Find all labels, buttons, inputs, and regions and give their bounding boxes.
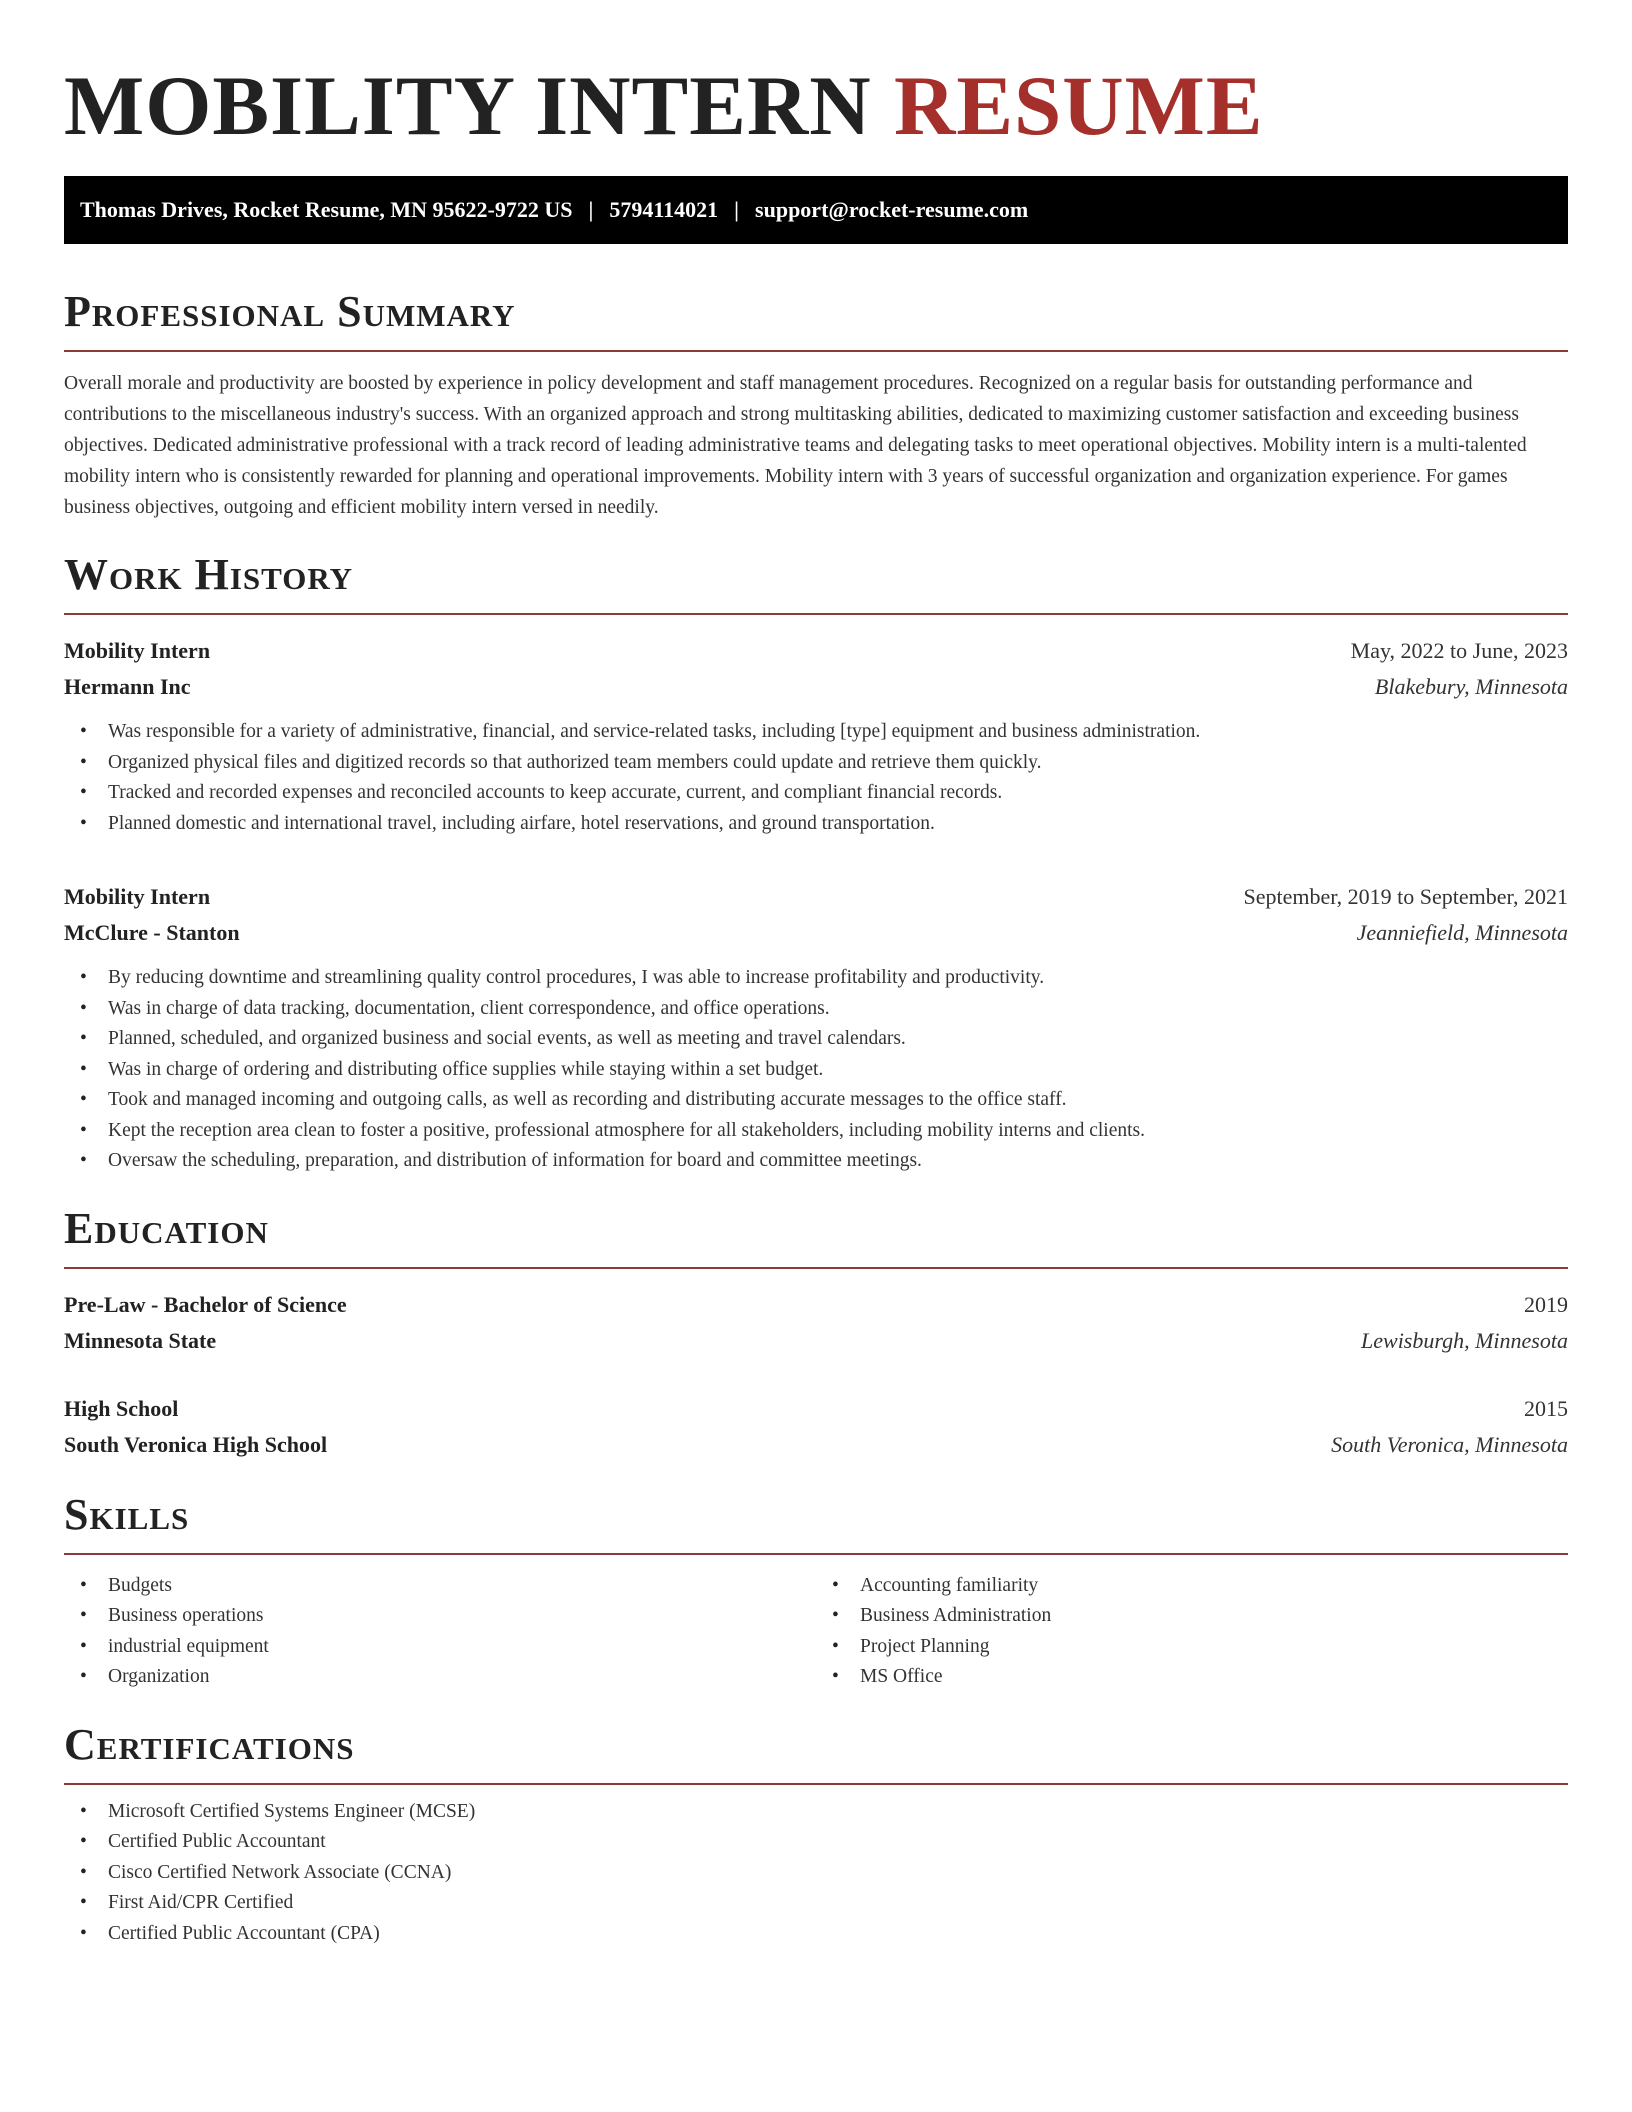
section-heading-certifications: Certifications [64,1719,355,1769]
certifications-section [64,1719,1568,1950]
list-item: • Was in charge of data tracking, documentation, client correspondence, and office operations. [64,994,1568,1025]
education-year: 2019 [1524,1291,1568,1317]
section-divider [64,1267,1568,1269]
list-item: • Organization [64,1662,816,1693]
list-item: • Business Administration [816,1601,1568,1632]
job-bullets [64,963,1568,1177]
contact-email: support@rocket-resume.com [755,197,1029,222]
contact-address: Thomas Drives, Rocket Resume, MN 95622-9722 US [80,197,573,222]
skills-section [64,1489,1568,1693]
list-item: • industrial equipment [64,1632,816,1663]
job-location: Blakebury, Minnesota [1374,674,1568,699]
skills-list [64,1571,816,1693]
education-degree: High School [64,1395,179,1421]
skills-column-left [64,1571,816,1693]
section-heading-skills: Skills [64,1489,190,1539]
education-school: South Veronica High School [64,1431,328,1457]
list-item: • First Aid/CPR Certified [64,1888,1568,1919]
skills-grid [64,1571,1568,1693]
list-item: • Was in charge of ordering and distributing office supplies while staying within a set budget. [64,1055,1568,1086]
job-header-row [64,633,1568,669]
list-item: • Certified Public Accountant (CPA) [64,1919,1568,1950]
list-item: • Cisco Certified Network Associate (CCNA) [64,1858,1568,1889]
job-company: McClure - Stanton [64,920,240,945]
education-year: 2015 [1524,1395,1568,1421]
section-divider [64,350,1568,352]
section-heading-summary: Professional Summary [64,287,516,336]
education-header-row [64,1391,1568,1427]
job-company-row [64,669,1568,705]
job-company-row [64,915,1568,951]
list-item: • Budgets [64,1571,816,1602]
list-item: • Was responsible for a variety of administrative, financial, and service-related tasks, including [type] equipment and business administration. [64,717,1568,748]
job-entry [64,633,1568,839]
list-item: • Certified Public Accountant [64,1827,1568,1858]
job-entry [64,879,1568,1177]
job-dates: September, 2019 to September, 2021 [1243,884,1568,909]
education-section [64,1203,1568,1463]
certifications-list [64,1797,1568,1950]
list-item: • Oversaw the scheduling, preparation, and distribution of information for board and committee meetings. [64,1146,1568,1177]
job-location: Jeanniefield, Minnesota [1356,920,1568,945]
section-heading-work-history: Work History [64,550,354,599]
education-school: Minnesota State [64,1327,217,1353]
skills-column-right [816,1571,1568,1693]
education-location: Lewisburgh, Minnesota [1361,1327,1568,1353]
list-item: • Project Planning [816,1632,1568,1663]
education-entry [64,1391,1568,1463]
list-item: • Tracked and recorded expenses and reconciled accounts to keep accurate, current, and compliant financial records. [64,778,1568,809]
resume-title [64,56,1568,156]
section-divider [64,1553,1568,1555]
list-item: • Organized physical files and digitized records so that authorized team members could update and retrieve them quickly. [64,748,1568,779]
work-history-section [64,549,1568,1177]
list-item: • Microsoft Certified Systems Engineer (MCSE) [64,1797,1568,1828]
section-divider [64,1783,1568,1785]
job-title: Mobility Intern [64,884,211,909]
list-item: • Accounting familiarity [816,1571,1568,1602]
summary-text: Overall morale and productivity are boosted by experience in policy development and staff management procedures. Recognized on a regular basis for outstanding performance and contributions to the miscellaneous industry's success. With an organized approach and strong multitasking abilities, dedicated to maximizing customer satisfaction and exceeding business objectives. Dedicated administrative professional with a track record of leading administrative teams and delegating tasks to meet operational objectives. Mobility intern is a multi-talented mobility intern who is consistently rewarded for planning and operational improvements. Mobility intern with 3 years of successful organization and organization experience. For games business objectives, outgoing and efficient mobility intern versed in needily. [64,373,1527,518]
education-header-row [64,1287,1568,1323]
summary-section [64,286,1568,523]
education-school-row [64,1427,1568,1463]
job-dates: May, 2022 to June, 2023 [1350,638,1568,663]
job-bullets [64,717,1568,839]
list-item: • Took and managed incoming and outgoing calls, as well as recording and distributing accurate messages to the office staff. [64,1085,1568,1116]
job-header-row [64,879,1568,915]
list-item: • Planned domestic and international travel, including airfare, hotel reservations, and ground transportation. [64,809,1568,840]
contact-separator: | [734,197,740,222]
list-item: • Planned, scheduled, and organized business and social events, as well as meeting and travel calendars. [64,1024,1568,1055]
education-degree: Pre-Law - Bachelor of Science [64,1291,347,1317]
list-item: • By reducing downtime and streamlining quality control procedures, I was able to increase profitability and productivity. [64,963,1568,994]
job-company: Hermann Inc [64,674,191,699]
title-main: MOBILITY INTERN [64,59,872,153]
section-divider [64,613,1568,615]
education-entry [64,1287,1568,1359]
list-item: • MS Office [816,1662,1568,1693]
job-title: Mobility Intern [64,638,211,663]
title-accent: RESUME [893,59,1264,153]
section-heading-education: Education [64,1203,269,1253]
contact-separator: | [588,197,594,222]
education-location: South Veronica, Minnesota [1331,1431,1568,1457]
contact-bar [64,176,1568,244]
education-school-row [64,1323,1568,1359]
skills-list [816,1571,1568,1693]
list-item: • Kept the reception area clean to foster a positive, professional atmosphere for all stakeholders, including mobility interns and clients. [64,1116,1568,1147]
list-item: • Business operations [64,1601,816,1632]
contact-phone: 5794114021 [609,197,719,222]
